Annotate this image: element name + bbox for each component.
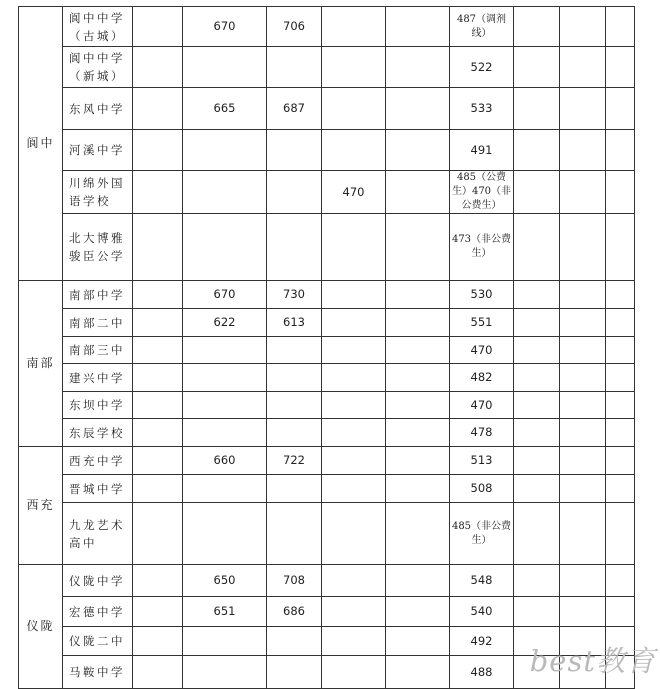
score-cell [322,597,386,627]
school-name-cell: 东坝中学 [63,392,133,419]
watermark: best教育 [529,644,656,678]
empty-cell [386,627,450,656]
empty-cell [606,392,635,419]
score-cell: 670 [183,281,267,309]
table-row [19,88,635,130]
score-cell: 687 [267,88,322,130]
score-cell: 730 [267,281,322,309]
score-cell [322,281,386,309]
table-row [19,597,635,627]
table-row [19,447,635,475]
empty-cell [514,597,560,627]
empty-cell [133,565,183,597]
empty-cell [560,88,606,130]
empty-cell [133,47,183,88]
empty-cell [560,47,606,88]
school-name-cell: 南部三中 [63,337,133,364]
empty-cell [606,597,635,627]
school-name-cell: 西充中学 [63,447,133,475]
score-cell: 722 [267,447,322,475]
empty-cell [133,656,183,689]
table-row [19,364,635,392]
score-cell [322,627,386,656]
table-row [19,337,635,364]
empty-cell [514,337,560,364]
cutoff-score-cell: 488 [450,656,514,689]
empty-cell [560,447,606,475]
region-cell: 西充 [19,447,63,565]
score-cell [183,627,267,656]
empty-cell [386,281,450,309]
table-row [19,309,635,337]
score-cell: 622 [183,309,267,337]
score-cell: 708 [267,565,322,597]
cutoff-score-cell: 473（非公费生） [450,214,514,281]
empty-cell [606,337,635,364]
school-name-cell: 川绵外国语学校 [63,171,133,214]
empty-cell [606,475,635,503]
empty-cell [386,171,450,214]
empty-cell [386,7,450,47]
cutoff-score-cell: 548 [450,565,514,597]
empty-cell [386,419,450,447]
empty-cell [560,392,606,419]
empty-cell [514,309,560,337]
empty-cell [386,337,450,364]
score-cell [322,475,386,503]
score-cell [322,419,386,447]
empty-cell [560,309,606,337]
cutoff-score-cell: 551 [450,309,514,337]
score-cell: 650 [183,565,267,597]
table-row [19,214,635,281]
school-name-cell: 东辰学校 [63,419,133,447]
empty-cell [560,281,606,309]
empty-cell [560,364,606,392]
empty-cell [606,171,635,214]
score-cell [267,364,322,392]
score-cell [322,565,386,597]
empty-cell [133,627,183,656]
cutoff-score-cell: 470 [450,392,514,419]
cutoff-score-cell: 470 [450,337,514,364]
score-cell [322,503,386,565]
score-cell: 686 [267,597,322,627]
empty-cell [133,392,183,419]
empty-cell [514,7,560,47]
empty-cell [514,447,560,475]
score-cell [267,503,322,565]
score-cell: 651 [183,597,267,627]
table-row [19,565,635,597]
cutoff-score-cell: 487（调剂线） [450,7,514,47]
score-cell [322,447,386,475]
score-cell [183,475,267,503]
score-cell: 613 [267,309,322,337]
empty-cell [560,565,606,597]
table-row [19,503,635,565]
empty-cell [560,503,606,565]
score-cell [183,419,267,447]
score-cell [322,364,386,392]
empty-cell [560,214,606,281]
score-cell [322,88,386,130]
score-cell [322,656,386,689]
score-cell: 670 [183,7,267,47]
empty-cell [606,503,635,565]
table-row [19,7,635,47]
cutoff-score-cell: 533 [450,88,514,130]
empty-cell [133,597,183,627]
empty-cell [606,565,635,597]
empty-cell [386,503,450,565]
table-body [19,7,635,689]
empty-cell [386,88,450,130]
score-cell: 665 [183,88,267,130]
empty-cell [560,7,606,47]
table-row [19,171,635,214]
cutoff-score-cell: 485（非公费生） [450,503,514,565]
score-cell [322,392,386,419]
empty-cell [560,337,606,364]
cutoff-score-cell: 513 [450,447,514,475]
empty-cell [560,597,606,627]
empty-cell [606,130,635,171]
empty-cell [514,88,560,130]
region-cell: 阆中 [19,7,63,281]
table-row [19,419,635,447]
school-name-cell: 东风中学 [63,88,133,130]
score-cell [322,7,386,47]
school-name-cell: 北大博雅骏臣公学 [63,214,133,281]
empty-cell [386,309,450,337]
school-name-cell: 仪陇二中 [63,627,133,656]
empty-cell [514,565,560,597]
score-cell [183,392,267,419]
score-cell [183,364,267,392]
score-cell [183,337,267,364]
empty-cell [133,130,183,171]
school-name-cell: 建兴中学 [63,364,133,392]
score-cell [322,337,386,364]
empty-cell [514,364,560,392]
score-cell: 470 [322,171,386,214]
score-cell [183,47,267,88]
school-name-cell: 仪陇中学 [63,565,133,597]
table-row [19,47,635,88]
empty-cell [514,171,560,214]
region-cell: 南部 [19,281,63,447]
empty-cell [606,47,635,88]
table-row [19,392,635,419]
empty-cell [386,656,450,689]
score-cell [267,475,322,503]
score-cell [267,130,322,171]
school-name-cell: 马鞍中学 [63,656,133,689]
cutoff-score-cell: 485（公费生）470（非公费生） [450,171,514,214]
empty-cell [133,281,183,309]
empty-cell [606,88,635,130]
empty-cell [514,392,560,419]
empty-cell [133,171,183,214]
empty-cell [386,392,450,419]
score-cell [267,656,322,689]
admission-score-table [18,6,635,689]
empty-cell [514,47,560,88]
score-cell [322,214,386,281]
cutoff-score-cell: 492 [450,627,514,656]
school-name-cell: 九龙艺术高中 [63,503,133,565]
table-row [19,130,635,171]
score-cell [267,627,322,656]
empty-cell [133,309,183,337]
empty-cell [386,565,450,597]
empty-cell [386,47,450,88]
score-cell [322,130,386,171]
empty-cell [514,130,560,171]
empty-cell [133,337,183,364]
region-cell: 仪陇 [19,565,63,689]
cutoff-score-cell: 478 [450,419,514,447]
score-cell: 660 [183,447,267,475]
score-cell [183,656,267,689]
score-cell [267,419,322,447]
school-name-cell: 阆中中学（古城） [63,7,133,47]
empty-cell [133,447,183,475]
score-cell [183,503,267,565]
cutoff-score-cell: 508 [450,475,514,503]
empty-cell [560,171,606,214]
empty-cell [606,214,635,281]
cutoff-score-cell: 540 [450,597,514,627]
score-cell [183,130,267,171]
score-cell [322,47,386,88]
empty-cell [386,130,450,171]
empty-cell [514,281,560,309]
score-cell: 706 [267,7,322,47]
school-name-cell: 南部二中 [63,309,133,337]
empty-cell [133,475,183,503]
table-row [19,475,635,503]
empty-cell [133,214,183,281]
school-name-cell: 河溪中学 [63,130,133,171]
empty-cell [133,88,183,130]
empty-cell [386,214,450,281]
empty-cell [514,475,560,503]
school-name-cell: 阆中中学（新城） [63,47,133,88]
cutoff-score-cell: 530 [450,281,514,309]
empty-cell [133,503,183,565]
score-cell [267,337,322,364]
empty-cell [606,309,635,337]
empty-cell [514,503,560,565]
empty-cell [560,419,606,447]
score-cell [267,171,322,214]
school-name-cell: 宏德中学 [63,597,133,627]
empty-cell [133,419,183,447]
empty-cell [386,597,450,627]
school-name-cell: 南部中学 [63,281,133,309]
score-cell [322,309,386,337]
school-name-cell: 晋城中学 [63,475,133,503]
table-row [19,281,635,309]
cutoff-score-cell: 522 [450,47,514,88]
score-cell [183,171,267,214]
cutoff-score-cell: 482 [450,364,514,392]
empty-cell [386,364,450,392]
empty-cell [133,7,183,47]
score-cell [183,214,267,281]
empty-cell [514,214,560,281]
score-cell [267,392,322,419]
score-cell [267,47,322,88]
empty-cell [560,130,606,171]
empty-cell [606,447,635,475]
empty-cell [514,419,560,447]
empty-cell [386,447,450,475]
score-cell [267,214,322,281]
empty-cell [606,281,635,309]
empty-cell [560,475,606,503]
empty-cell [606,419,635,447]
empty-cell [386,475,450,503]
empty-cell [606,7,635,47]
cutoff-score-cell: 491 [450,130,514,171]
empty-cell [133,364,183,392]
empty-cell [606,364,635,392]
